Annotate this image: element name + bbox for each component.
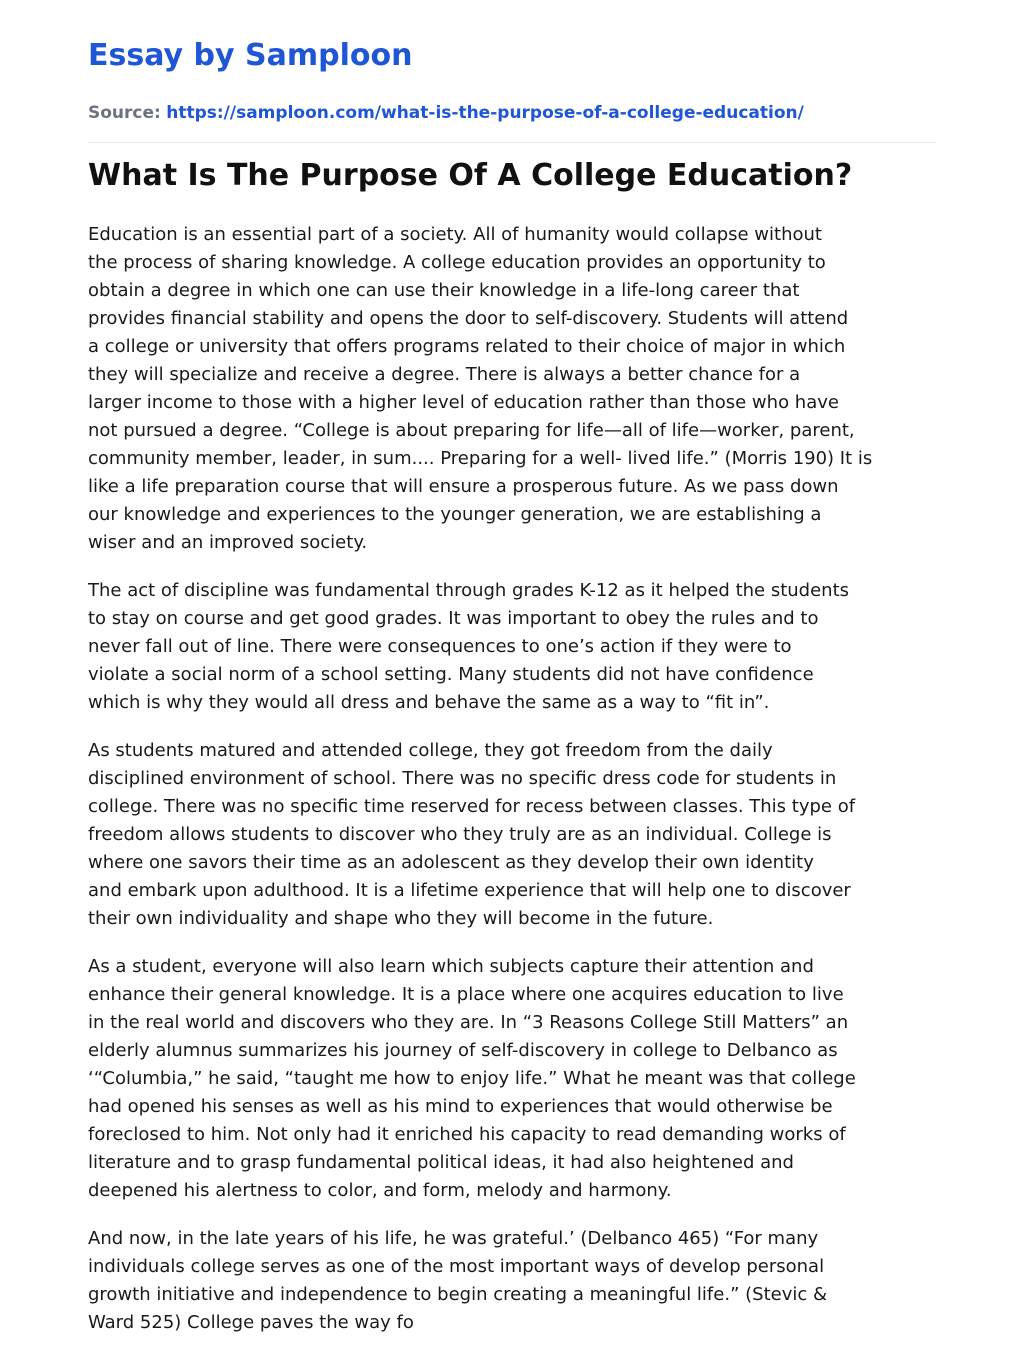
essay-title: What Is The Purpose Of A College Education? bbox=[88, 158, 853, 193]
paragraph-line: Ward 525) College paves the way fo bbox=[88, 1312, 414, 1333]
paragraph-line: community member, leader, in sum.... Preparing for a well- lived life.” (Morris 190) It is bbox=[88, 448, 873, 469]
paragraph-line: had opened his senses as well as his mind to experiences that would otherwise be bbox=[88, 1096, 833, 1117]
paragraph-line: individuals college serves as one of the most important ways of develop personal bbox=[88, 1256, 825, 1277]
paragraph-line: Education is an essential part of a society. All of humanity would collapse without bbox=[88, 224, 822, 245]
paragraph-line: provides financial stability and opens the door to self-discovery. Students will attend bbox=[88, 308, 849, 329]
paragraph-line: obtain a degree in which one can use their knowledge in a life-long career that bbox=[88, 280, 800, 301]
paragraph-line: And now, in the late years of his life, he was grateful.’ (Delbanco 465) “For many bbox=[88, 1228, 819, 1249]
paragraph-line: wiser and an improved society. bbox=[88, 532, 368, 553]
paragraph-line: enhance their general knowledge. It is a place where one acquires education to live bbox=[88, 984, 844, 1005]
source-label: Source: bbox=[88, 103, 161, 123]
paragraph-line: As a student, everyone will also learn which subjects capture their attention and bbox=[88, 956, 814, 977]
essay-paragraph bbox=[88, 1225, 936, 1337]
paragraph-line: a college or university that offers programs related to their choice of major in which bbox=[88, 336, 846, 357]
paragraph-line: not pursued a degree. “College is about preparing for life—all of life—worker, parent, bbox=[88, 420, 855, 441]
paragraph-line: their own individuality and shape who they will become in the future. bbox=[88, 908, 714, 929]
paragraph-line: to stay on course and get good grades. It was important to obey the rules and to bbox=[88, 608, 819, 629]
paragraph-line: our knowledge and experiences to the younger generation, we are establishing a bbox=[88, 504, 822, 525]
paragraph-line: in the real world and discovers who they are. In “3 Reasons College Still Matters” an bbox=[88, 1012, 849, 1033]
paragraph-line: deepened his alertness to color, and form, melody and harmony. bbox=[88, 1180, 672, 1201]
paragraph-line: and embark upon adulthood. It is a lifetime experience that will help one to discover bbox=[88, 880, 851, 901]
source-line bbox=[88, 102, 804, 124]
essay-paragraph bbox=[88, 953, 936, 1205]
paragraph-line: never fall out of line. There were consequences to one’s action if they were to bbox=[88, 636, 792, 657]
essay-paragraph bbox=[88, 221, 936, 557]
paragraph-line: where one savors their time as an adolescent as they develop their own identity bbox=[88, 852, 814, 873]
essay-body bbox=[88, 221, 936, 1357]
brand-title: Essay by Samploon bbox=[88, 38, 413, 73]
paragraph-line: violate a social norm of a school setting. Many students did not have confidence bbox=[88, 664, 814, 685]
paragraph-line: As students matured and attended college, they got freedom from the daily bbox=[88, 740, 773, 761]
paragraph-line: disciplined environment of school. There was no specific dress code for students in bbox=[88, 768, 837, 789]
paragraph-line: which is why they would all dress and behave the same as a way to “fit in”. bbox=[88, 692, 770, 713]
paragraph-line: foreclosed to him. Not only had it enriched his capacity to read demanding works of bbox=[88, 1124, 846, 1145]
essay-paragraph bbox=[88, 737, 936, 933]
paragraph-line: like a life preparation course that will ensure a prosperous future. As we pass down bbox=[88, 476, 839, 497]
source-link[interactable]: https://samploon.com/what-is-the-purpose-of-a-college-education/ bbox=[166, 103, 804, 123]
paragraph-line: The act of discipline was fundamental through grades K-12 as it helped the students bbox=[88, 580, 850, 601]
paragraph-line: the process of sharing knowledge. A college education provides an opportunity to bbox=[88, 252, 826, 273]
paragraph-line: ‘“Columbia,” he said, “taught me how to enjoy life.” What he meant was that college bbox=[88, 1068, 856, 1089]
paragraph-line: elderly alumnus summarizes his journey of self-discovery in college to Delbanco as bbox=[88, 1040, 838, 1061]
paragraph-line: they will specialize and receive a degree. There is always a better chance for a bbox=[88, 364, 801, 385]
paragraph-line: college. There was no specific time reserved for recess between classes. This type of bbox=[88, 796, 856, 817]
paragraph-line: freedom allows students to discover who they truly are as an individual. College is bbox=[88, 824, 832, 845]
paragraph-line: larger income to those with a higher level of education rather than those who have bbox=[88, 392, 839, 413]
essay-paragraph bbox=[88, 577, 936, 717]
paragraph-line: literature and to grasp fundamental political ideas, it had also heightened and bbox=[88, 1152, 794, 1173]
header-divider bbox=[88, 142, 936, 143]
paragraph-line: growth initiative and independence to begin creating a meaningful life.” (Stevic & bbox=[88, 1284, 828, 1305]
